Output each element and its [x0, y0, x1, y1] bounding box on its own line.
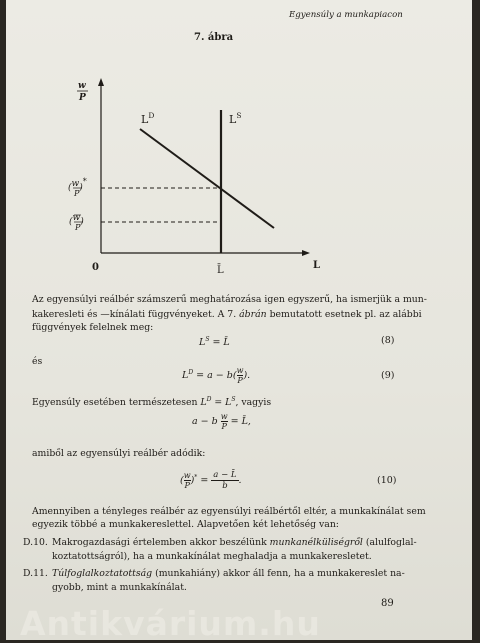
paragraph-1-line-1: Az egyensúlyi reálbér számszerű meghatározása igen egyszerű, ha ismerjük a mun-: [32, 294, 427, 305]
definition-d10-label: D.10.: [23, 537, 48, 548]
paragraph-1-line-2: kakeresleti és —kínálati függvényeket. A 7. ábrán bemutatott esetnek pl. az alábbi: [32, 309, 422, 320]
equation-9-number: (9): [381, 370, 395, 381]
paragraph-4-line-2: egyezik többé a munkakereslettel. Alapvetően két lehetőség van:: [32, 519, 339, 530]
x-axis-label: L: [313, 260, 321, 271]
and-word: és: [32, 356, 43, 367]
definition-d10-line-1: Makrogazdasági értelemben akkor beszélünk munkanélküliségről (alulfoglal-: [52, 537, 417, 548]
demand-label: $L^D$: [141, 111, 155, 126]
equation-10-number: (10): [377, 475, 397, 486]
svg-text:P: P: [75, 223, 81, 232]
watermark-logo: Antikvárium.hu: [20, 604, 321, 643]
definition-d11-line-2: gyobb, mint a munkakínálat.: [52, 582, 187, 593]
definition-d11-label: D.11.: [23, 568, 48, 579]
equation-equilibrium: a − b $\frac{w}{P}$ = L̄,: [192, 412, 251, 431]
supply-label: $L^S$: [229, 111, 242, 126]
figure-title: 7. ábra: [194, 32, 234, 43]
barred-wage-tick: (w): [69, 213, 84, 227]
equation-8: $L^S$ = L̄: [199, 336, 230, 349]
labor-market-diagram: [6, 70, 472, 276]
y-axis-label-den: P: [79, 93, 86, 103]
equilibrium-wage-tick: (w)*: [68, 177, 87, 193]
demand-curve: [140, 129, 274, 228]
paragraph-4-line-1: Amennyiben a tényleges reálbér az egyensúlyi reálbértől eltér, a munkakínálat sem: [32, 506, 426, 517]
x-axis-arrow: [302, 250, 310, 256]
paragraph-3: amiből az egyensúlyi reálbér adódik:: [32, 448, 206, 459]
paragraph-2: Egyensúly esetében természetesen $L^D = L^S$, vagyis: [32, 396, 272, 409]
paragraph-1-line-3: függvények felelnek meg:: [32, 322, 154, 333]
equation-9: $L^D = a - b$( $\frac{w}{P}$ ).: [182, 366, 251, 385]
y-axis-arrow: [98, 78, 104, 86]
labor-tick: L̄: [217, 265, 224, 276]
running-header: Egyensúly a munkapiacon: [289, 10, 403, 20]
definition-d11-line-1: Túlfoglalkoztatottság (munkahiány) akkor áll fenn, ha a munkakereslet na-: [52, 568, 405, 579]
equation-8-number: (8): [381, 335, 395, 346]
definition-d10-line-2: koztatottságról), ha a munkakínálat meghaladja a munkakeresletet.: [52, 551, 372, 562]
book-page: [6, 0, 472, 640]
page-number: 89: [381, 598, 394, 609]
equation-10: ( $\frac{w}{P}$ )* = $\frac{a - L̄}{b}$ .: [180, 470, 242, 491]
origin-label: 0: [92, 262, 99, 273]
svg-text:P: P: [74, 189, 80, 198]
y-axis-label-num: w: [78, 81, 86, 91]
